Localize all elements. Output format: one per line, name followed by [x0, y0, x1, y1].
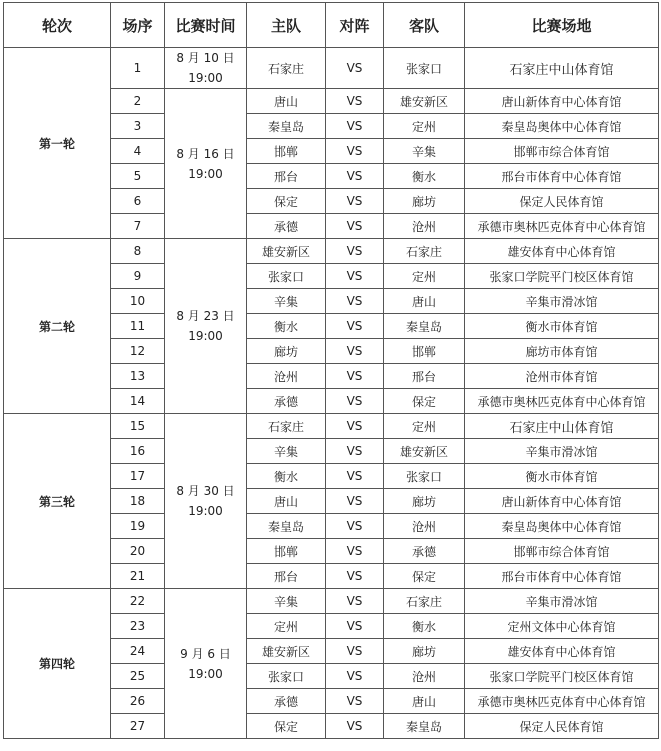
match-clock-time: 19:00	[188, 504, 223, 518]
away-team: 张家口	[384, 464, 465, 489]
header-home-team: 主队	[247, 3, 326, 48]
schedule-table	[3, 2, 659, 739]
venue: 石家庄中山体育馆	[465, 414, 659, 439]
versus-label: VS	[326, 689, 384, 714]
match-time	[165, 589, 247, 739]
versus-label: VS	[326, 664, 384, 689]
venue: 张家口学院平门校区体育馆	[465, 264, 659, 289]
match-date: 8 月 10 日	[176, 51, 235, 65]
home-team: 秦皇岛	[247, 514, 326, 539]
venue: 邯郸市综合体育馆	[465, 539, 659, 564]
match-number: 7	[111, 214, 165, 239]
away-team: 承德	[384, 539, 465, 564]
venue: 辛集市滑冰馆	[465, 589, 659, 614]
round-label: 第四轮	[4, 589, 111, 739]
round-label: 第一轮	[4, 48, 111, 239]
header-round: 轮次	[4, 3, 111, 48]
away-team: 辛集	[384, 139, 465, 164]
venue: 辛集市滑冰馆	[465, 439, 659, 464]
match-number: 2	[111, 89, 165, 114]
match-number: 4	[111, 139, 165, 164]
away-team: 石家庄	[384, 589, 465, 614]
venue: 秦皇岛奥体中心体育馆	[465, 514, 659, 539]
versus-label: VS	[326, 164, 384, 189]
venue: 雄安体育中心体育馆	[465, 239, 659, 264]
match-number: 22	[111, 589, 165, 614]
versus-label: VS	[326, 314, 384, 339]
versus-label: VS	[326, 589, 384, 614]
away-team: 沧州	[384, 664, 465, 689]
home-team: 承德	[247, 689, 326, 714]
match-number: 9	[111, 264, 165, 289]
venue: 保定人民体育馆	[465, 714, 659, 739]
venue: 辛集市滑冰馆	[465, 289, 659, 314]
home-team: 承德	[247, 214, 326, 239]
schedule-body	[4, 48, 659, 739]
match-number: 6	[111, 189, 165, 214]
versus-label: VS	[326, 48, 384, 89]
match-time	[165, 239, 247, 414]
versus-label: VS	[326, 389, 384, 414]
home-team: 保定	[247, 189, 326, 214]
versus-label: VS	[326, 564, 384, 589]
home-team: 保定	[247, 714, 326, 739]
home-team: 石家庄	[247, 414, 326, 439]
versus-label: VS	[326, 189, 384, 214]
away-team: 定州	[384, 114, 465, 139]
away-team: 廊坊	[384, 189, 465, 214]
home-team: 邢台	[247, 564, 326, 589]
match-number: 23	[111, 614, 165, 639]
venue: 邢台市体育中心体育馆	[465, 164, 659, 189]
venue: 衡水市体育馆	[465, 314, 659, 339]
away-team: 张家口	[384, 48, 465, 89]
match-number: 12	[111, 339, 165, 364]
versus-label: VS	[326, 539, 384, 564]
header-match-no: 场序	[111, 3, 165, 48]
venue: 石家庄中山体育馆	[465, 48, 659, 89]
match-number: 10	[111, 289, 165, 314]
venue: 承德市奥林匹克体育中心体育馆	[465, 689, 659, 714]
versus-label: VS	[326, 614, 384, 639]
header-time: 比赛时间	[165, 3, 247, 48]
home-team: 张家口	[247, 264, 326, 289]
match-number: 1	[111, 48, 165, 89]
home-team: 定州	[247, 614, 326, 639]
match-date: 8 月 30 日	[176, 484, 235, 498]
match-number: 27	[111, 714, 165, 739]
venue: 秦皇岛奥体中心体育馆	[465, 114, 659, 139]
home-team: 唐山	[247, 89, 326, 114]
versus-label: VS	[326, 289, 384, 314]
venue: 廊坊市体育馆	[465, 339, 659, 364]
home-team: 廊坊	[247, 339, 326, 364]
away-team: 定州	[384, 414, 465, 439]
match-number: 3	[111, 114, 165, 139]
versus-label: VS	[326, 364, 384, 389]
home-team: 衡水	[247, 464, 326, 489]
match-date: 8 月 16 日	[176, 146, 235, 161]
home-team: 辛集	[247, 589, 326, 614]
away-team: 邢台	[384, 364, 465, 389]
versus-label: VS	[326, 239, 384, 264]
home-team: 邢台	[247, 164, 326, 189]
away-team: 廊坊	[384, 489, 465, 514]
away-team: 保定	[384, 389, 465, 414]
venue: 雄安体育中心体育馆	[465, 639, 659, 664]
home-team: 张家口	[247, 664, 326, 689]
match-number: 25	[111, 664, 165, 689]
versus-label: VS	[326, 714, 384, 739]
venue: 沧州市体育馆	[465, 364, 659, 389]
versus-label: VS	[326, 439, 384, 464]
match-date: 9 月 6 日	[180, 646, 231, 661]
match-clock-time: 19:00	[188, 666, 223, 681]
match-time	[165, 48, 247, 89]
away-team: 唐山	[384, 689, 465, 714]
versus-label: VS	[326, 639, 384, 664]
match-time	[165, 89, 247, 239]
away-team: 唐山	[384, 289, 465, 314]
match-number: 8	[111, 239, 165, 264]
round-label: 第二轮	[4, 239, 111, 414]
away-team: 衡水	[384, 164, 465, 189]
versus-label: VS	[326, 339, 384, 364]
table-row	[4, 414, 659, 439]
match-number: 20	[111, 539, 165, 564]
away-team: 定州	[384, 264, 465, 289]
header-away-team: 客队	[384, 3, 465, 48]
away-team: 秦皇岛	[384, 314, 465, 339]
home-team: 邯郸	[247, 139, 326, 164]
header-row	[4, 3, 659, 48]
match-clock-time: 19:00	[188, 166, 223, 181]
home-team: 唐山	[247, 489, 326, 514]
venue: 承德市奥林匹克体育中心体育馆	[465, 214, 659, 239]
home-team: 衡水	[247, 314, 326, 339]
venue: 张家口学院平门校区体育馆	[465, 664, 659, 689]
away-team: 秦皇岛	[384, 714, 465, 739]
versus-label: VS	[326, 414, 384, 439]
match-number: 15	[111, 414, 165, 439]
home-team: 辛集	[247, 439, 326, 464]
home-team: 石家庄	[247, 48, 326, 89]
away-team: 衡水	[384, 614, 465, 639]
venue: 邢台市体育中心体育馆	[465, 564, 659, 589]
away-team: 石家庄	[384, 239, 465, 264]
match-number: 21	[111, 564, 165, 589]
versus-label: VS	[326, 464, 384, 489]
match-clock-time: 19:00	[188, 329, 223, 343]
match-number: 19	[111, 514, 165, 539]
venue: 定州文体中心体育馆	[465, 614, 659, 639]
home-team: 邯郸	[247, 539, 326, 564]
versus-label: VS	[326, 214, 384, 239]
away-team: 邯郸	[384, 339, 465, 364]
away-team: 保定	[384, 564, 465, 589]
away-team: 雄安新区	[384, 439, 465, 464]
home-team: 雄安新区	[247, 239, 326, 264]
match-time	[165, 414, 247, 589]
match-number: 16	[111, 439, 165, 464]
home-team: 雄安新区	[247, 639, 326, 664]
versus-label: VS	[326, 264, 384, 289]
header-venue: 比赛场地	[465, 3, 659, 48]
match-number: 17	[111, 464, 165, 489]
match-number: 13	[111, 364, 165, 389]
away-team: 沧州	[384, 214, 465, 239]
round-label: 第三轮	[4, 414, 111, 589]
match-number: 26	[111, 689, 165, 714]
away-team: 沧州	[384, 514, 465, 539]
home-team: 沧州	[247, 364, 326, 389]
venue: 唐山新体育中心体育馆	[465, 489, 659, 514]
versus-label: VS	[326, 114, 384, 139]
match-number: 14	[111, 389, 165, 414]
venue: 衡水市体育馆	[465, 464, 659, 489]
table-row	[4, 239, 659, 264]
away-team: 廊坊	[384, 639, 465, 664]
match-number: 24	[111, 639, 165, 664]
versus-label: VS	[326, 514, 384, 539]
home-team: 承德	[247, 389, 326, 414]
match-date: 8 月 23 日	[176, 309, 235, 323]
versus-label: VS	[326, 489, 384, 514]
versus-label: VS	[326, 89, 384, 114]
versus-label: VS	[326, 139, 384, 164]
table-row	[4, 589, 659, 614]
match-number: 5	[111, 164, 165, 189]
venue: 唐山新体育中心体育馆	[465, 89, 659, 114]
match-number: 18	[111, 489, 165, 514]
home-team: 秦皇岛	[247, 114, 326, 139]
home-team: 辛集	[247, 289, 326, 314]
venue: 邯郸市综合体育馆	[465, 139, 659, 164]
match-number: 11	[111, 314, 165, 339]
table-row	[4, 48, 659, 89]
match-clock-time: 19:00	[188, 71, 223, 85]
header-versus: 对阵	[326, 3, 384, 48]
away-team: 雄安新区	[384, 89, 465, 114]
venue: 承德市奥林匹克体育中心体育馆	[465, 389, 659, 414]
venue: 保定人民体育馆	[465, 189, 659, 214]
